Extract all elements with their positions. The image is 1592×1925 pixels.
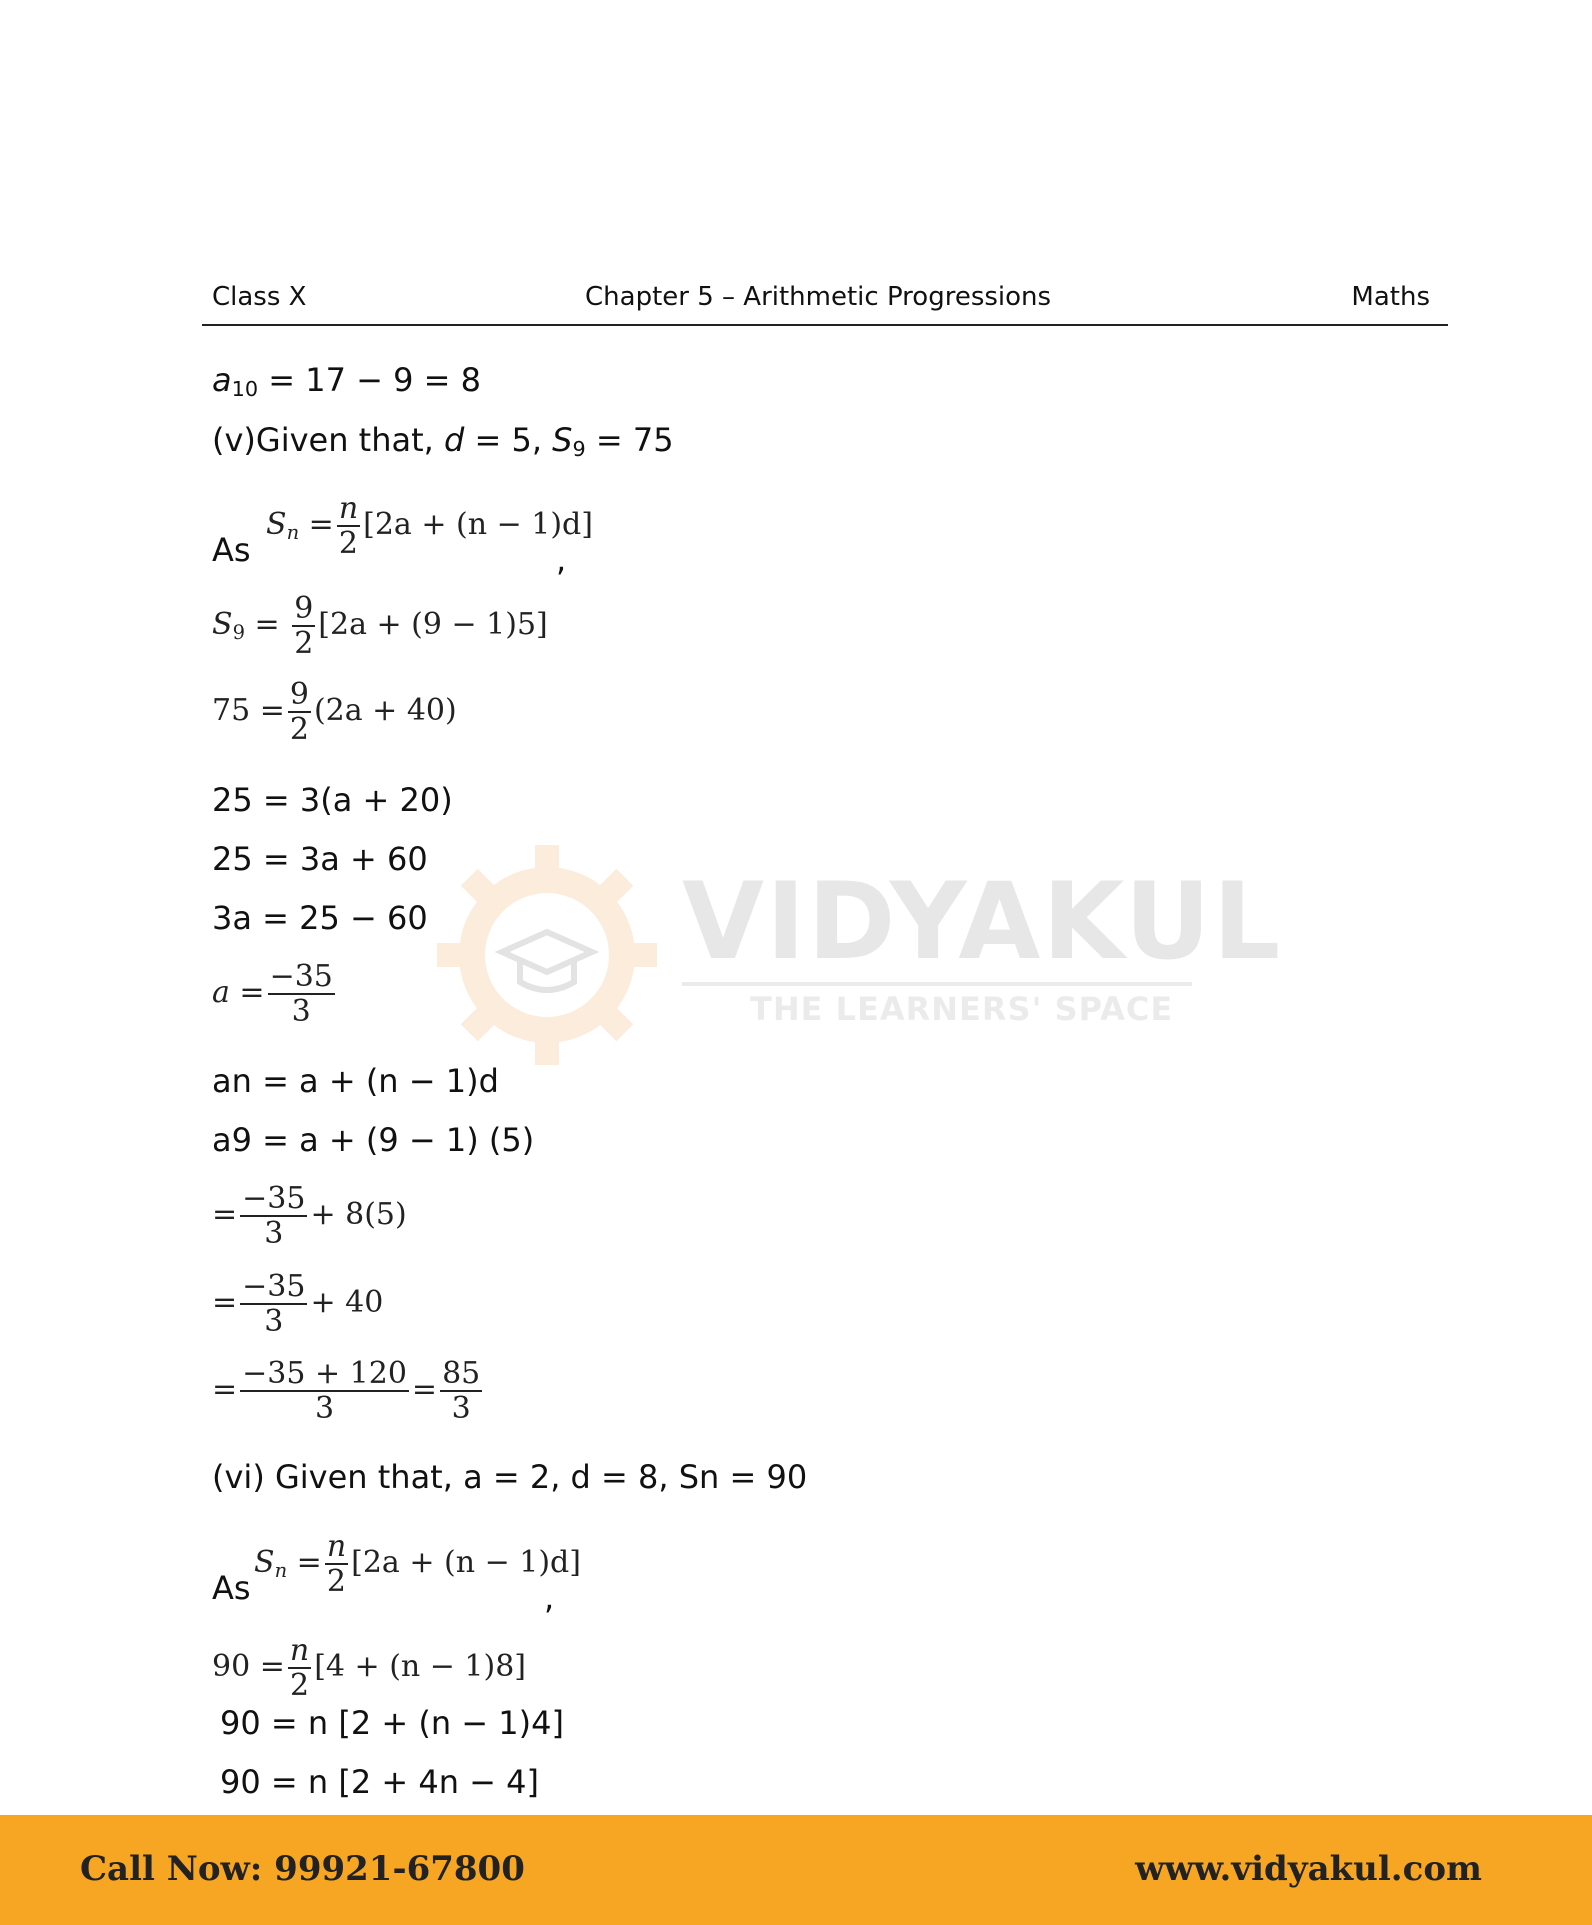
- chapter-title: Chapter 5 – Arithmetic Progressions: [585, 282, 1052, 312]
- subject-label: Maths: [1351, 282, 1430, 312]
- equation-90a: 90 = n [2 + (n − 1)4]: [220, 1704, 564, 1742]
- part-vi-given: (vi) Given that, a = 2, d = 8, Sn = 90: [212, 1458, 808, 1496]
- equation-s9: $S_9$ = $\frac{9}{2}$ [2a + (9 − 1)5]: [212, 591, 548, 661]
- formula-sn-1: $S_n$ = $\frac{n}{2}$ [2a + (n − 1)d]: [266, 491, 593, 561]
- call-now-text: Call Now: 99921-67800: [80, 1849, 525, 1889]
- as-label-2: As: [212, 1569, 251, 1607]
- equation-result-1: = $\frac{-35}{3}$ + 8(5): [212, 1181, 407, 1251]
- comma-2: ,: [544, 1579, 555, 1617]
- vidyakul-watermark: [432, 840, 1283, 1070]
- watermark-divider: [682, 982, 1192, 986]
- website-link[interactable]: www.vidyakul.com: [1135, 1849, 1482, 1889]
- gear-logo-icon: [432, 840, 662, 1070]
- formula-sn-2: $S_n$ = $\frac{n}{2}$ [2a + (n − 1)d]: [254, 1529, 581, 1599]
- equation-an: an = a + (n − 1)d: [212, 1062, 499, 1100]
- equation-a10: $a_{10} = 17 - 9 = 8$: [212, 361, 481, 402]
- watermark-tagline: THE LEARNERS' SPACE: [750, 990, 1174, 1028]
- page-footer: [0, 1815, 1592, 1925]
- part-v-given: (v)Given that, d = 5, $S_9 = 75$: [212, 421, 674, 462]
- equation-90-frac: 90 = $\frac{n}{2}$ [4 + (n − 1)8]: [212, 1633, 527, 1703]
- comma-1: ,: [556, 541, 567, 579]
- equation-result-2: = $\frac{-35}{3}$ + 40: [212, 1269, 384, 1339]
- equation-a9: a9 = a + (9 − 1) (5): [212, 1121, 535, 1159]
- watermark-brand: VIDYAKUL: [682, 860, 1283, 983]
- equation-25b: 25 = 3a + 60: [212, 840, 428, 878]
- equation-3a: 3a = 25 − 60: [212, 899, 428, 937]
- equation-a-value: a = $\frac{-35}{3}$: [212, 959, 333, 1029]
- equation-90b: 90 = n [2 + 4n − 4]: [220, 1763, 539, 1801]
- equation-25a: 25 = 3(a + 20): [212, 781, 453, 819]
- equation-result-3: = $\frac{-35 + 120}{3}$ = $\frac{85}{3}$: [212, 1356, 481, 1426]
- equation-75: 75 = $\frac{9}{2}$ (2a + 40): [212, 677, 457, 747]
- class-label: Class X: [212, 282, 307, 312]
- as-label-1: As: [212, 531, 251, 569]
- page-header: [202, 268, 1448, 326]
